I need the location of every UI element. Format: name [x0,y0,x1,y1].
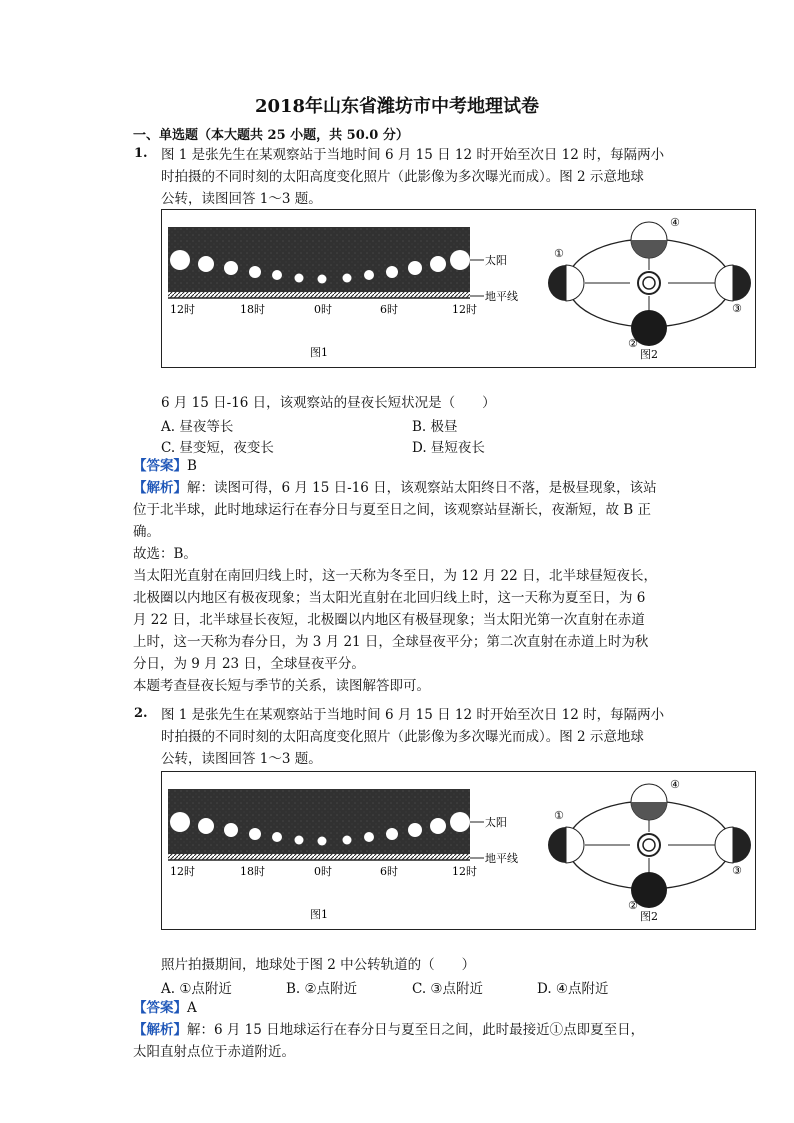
sun-mark [450,812,470,832]
time-label: 18时 [240,865,265,878]
sun-mark [364,832,374,842]
sun-mark [198,818,214,834]
answer-tag: 【答案】 [133,1000,187,1016]
analysis-line: 太阳直射点位于赤道附近。 [133,1044,295,1060]
sun-mark [343,836,352,845]
time-label: 0时 [314,303,332,316]
analysis-line: 解：读图可得，6 月 15 日-16 日，该观察站太阳终日不落，是极昼现象，该站 [187,480,657,496]
analysis-line: 位于北半球，此时地球运行在春分日与夏至日之间，该观察站昼渐长，夜渐短，故 B 正 [133,502,652,518]
svg-text:①: ① [554,247,564,260]
sun-label: 太阳 [485,816,507,829]
question-stem [161,144,664,210]
fig2-label: 图2 [640,348,658,361]
earth-2 [628,310,667,350]
svg-text:①: ① [554,809,564,822]
sun-mark [318,275,327,284]
analysis-block [133,1019,763,1063]
figure-box [161,771,756,930]
earth-3 [715,265,751,315]
time-label: 12时 [452,865,477,878]
analysis-tag: 【解析】 [133,1022,187,1038]
option-d[interactable]: D. 昼短夜长 [412,440,485,456]
sun-mark [364,270,374,280]
note-line: 上时，这一天称为春分日，为 3 月 21 日，全球昼夜平分；第二次直射在赤道上时为秋 [133,634,649,650]
time-label: 12时 [452,303,477,316]
sun-mark [408,261,422,275]
question-text: 6 月 15 日-16 日，该观察站的昼夜长短状况是（ ） [161,395,496,411]
sun-mark [249,266,261,278]
svg-text:④: ④ [670,778,680,791]
answer-value: B [187,458,197,474]
earth-1 [548,247,584,301]
sun-mark [318,837,327,846]
time-label: 6时 [380,303,398,316]
sun-center [638,272,660,294]
stem-line: 公转，读图回答 1～3 题。 [161,191,322,207]
stem-line: 图 1 是张先生在某观察站于当地时间 6 月 15 日 12 时开始至次日 12 时，每隔两小 [161,147,665,163]
page-title: 2018年山东省潍坊市中考地理试卷 [254,96,540,117]
sun-mark [272,270,282,280]
time-label: 18时 [240,303,265,316]
sun-mark [249,828,261,840]
sun-mark [408,823,422,837]
option-c[interactable]: C. ③点附近 [412,981,484,997]
earth-4 [631,216,680,258]
ground-hatch [168,292,470,298]
horizon-label: 地平线 [485,290,518,303]
figure-illustration [162,772,755,929]
sun-mark [170,250,190,270]
fig1-label: 图1 [310,908,328,921]
answer-line [133,455,197,477]
note-line: 月 22 日，北半球昼长夜短，北极圈以内地区有极昼现象；当太阳光第一次直射在赤道 [133,612,645,628]
option-b[interactable]: B. ②点附近 [286,981,358,997]
sun-center [638,834,660,856]
analysis-line: 解：6 月 15 日地球运行在春分日与夏至日之间，此时最接近①点即夏至日， [187,1022,645,1038]
sun-mark [430,818,446,834]
sun-mark [295,836,304,845]
conclusion-line: 故选：B。 [133,546,197,562]
note-line: 当太阳光直射在南回归线上时，这一天称为冬至日，为 12 月 22 日，北半球昼短夜长， [133,568,658,584]
stem-line: 图 1 是张先生在某观察站于当地时间 6 月 15 日 12 时开始至次日 12 时，每隔两小 [161,707,665,723]
time-label: 12时 [170,865,195,878]
stem-line: 时拍摄的不同时刻的太阳高度变化照片（此影像为多次曝光而成）。图 2 示意地球 [161,729,644,745]
svg-text:②: ② [628,337,638,350]
question-number: 2. [134,706,148,721]
sun-label: 太阳 [485,254,507,267]
answer-line [133,997,197,1019]
fig1-label: 图1 [310,346,328,359]
figure-box [161,209,756,368]
question-text: 照片拍摄期间，地球处于图 2 中公转轨道的（ ） [161,957,476,973]
time-label: 6时 [380,865,398,878]
question-stem [161,704,664,770]
sun-mark [272,832,282,842]
stem-line: 时拍摄的不同时刻的太阳高度变化照片（此影像为多次曝光而成）。图 2 示意地球 [161,169,644,185]
time-label: 12时 [170,303,195,316]
svg-text:③: ③ [732,864,742,877]
earth-4 [631,778,680,820]
option-c[interactable]: C. 昼变短，夜变长 [161,440,274,456]
answer-value: A [187,1000,197,1016]
sun-mark [386,828,398,840]
earth-1 [548,809,584,863]
option-b[interactable]: B. 极昼 [412,419,458,435]
earth-3 [715,827,751,877]
analysis-tag: 【解析】 [133,480,187,496]
earth-2 [628,872,667,912]
sun-mark [224,261,238,275]
analysis-block [133,477,763,697]
svg-text:③: ③ [732,302,742,315]
time-label: 0时 [314,865,332,878]
option-a[interactable]: A. ①点附近 [161,981,232,997]
sun-mark [430,256,446,272]
sun-mark [224,823,238,837]
note-line: 分日，为 9 月 23 日，全球昼夜平分。 [133,656,365,672]
sun-mark [295,274,304,283]
note-line: 北极圈以内地区有极夜现象；当太阳光直射在北回归线上时，这一天称为夏至日，为 6 [133,590,646,606]
note-line: 本题考查昼夜长短与季节的关系，读图解答即可。 [133,678,430,694]
svg-text:②: ② [628,899,638,912]
sun-mark [386,266,398,278]
section-heading: 一、单选题（本大题共 25 小题，共 50.0 分） [133,128,409,143]
figure-illustration [162,210,755,367]
analysis-line: 确。 [133,524,160,540]
svg-text:④: ④ [670,216,680,229]
question-number: 1. [134,146,148,161]
sun-mark [198,256,214,272]
sun-mark [170,812,190,832]
sun-mark [343,274,352,283]
option-d[interactable]: D. ④点附近 [537,981,609,997]
option-a[interactable]: A. 昼夜等长 [161,419,234,435]
sun-mark [450,250,470,270]
answer-tag: 【答案】 [133,458,187,474]
stem-line: 公转，读图回答 1～3 题。 [161,751,322,767]
fig2-label: 图2 [640,910,658,923]
horizon-label: 地平线 [485,852,518,865]
